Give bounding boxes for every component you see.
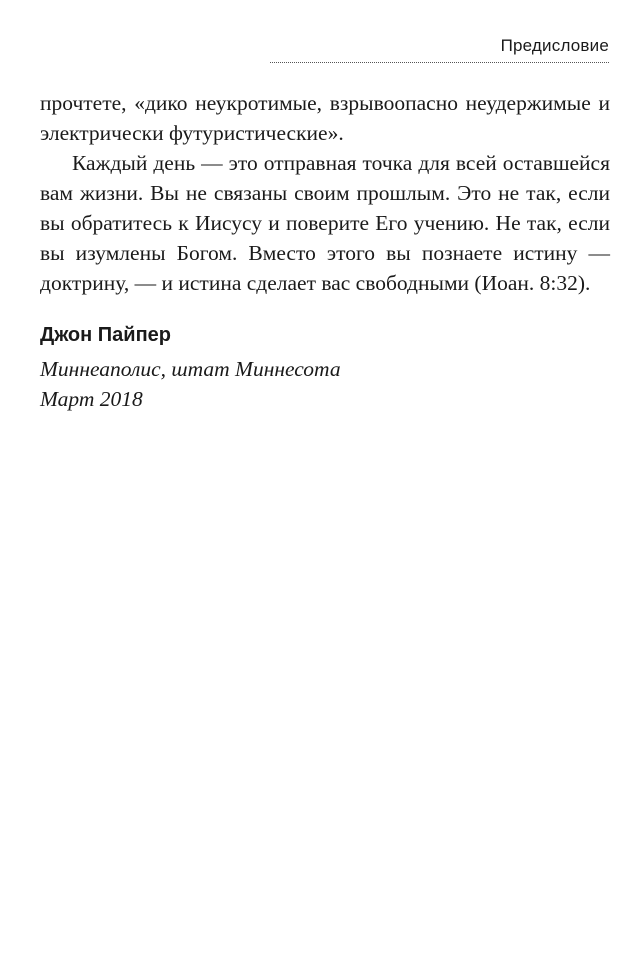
signature-date: Март 2018 xyxy=(40,387,143,411)
running-head: Предисловие xyxy=(500,36,609,55)
header-rule xyxy=(270,62,609,63)
body-text xyxy=(40,88,610,298)
signature-block xyxy=(40,320,341,414)
paragraph: Каждый день — это отправная точка для всей оставшейся вам жизни. Вы не связаны своим прошлым. Это не так, если вы обратитесь к Иисусу и поверите Его учению. Не так, если вы изумлены Богом. Вместо этого вы познаете истину — доктрину, — и истина сделает вас свободными (Иоан. 8:32). xyxy=(40,151,610,295)
author-name: Джон Пайпер xyxy=(40,324,171,346)
signature-place: Миннеаполис, штат Миннесота xyxy=(40,357,341,381)
paragraph-continuation: прочтете, «дико неукротимые, взрывоопасно неудержимые и электрически футуристические». xyxy=(40,91,610,145)
